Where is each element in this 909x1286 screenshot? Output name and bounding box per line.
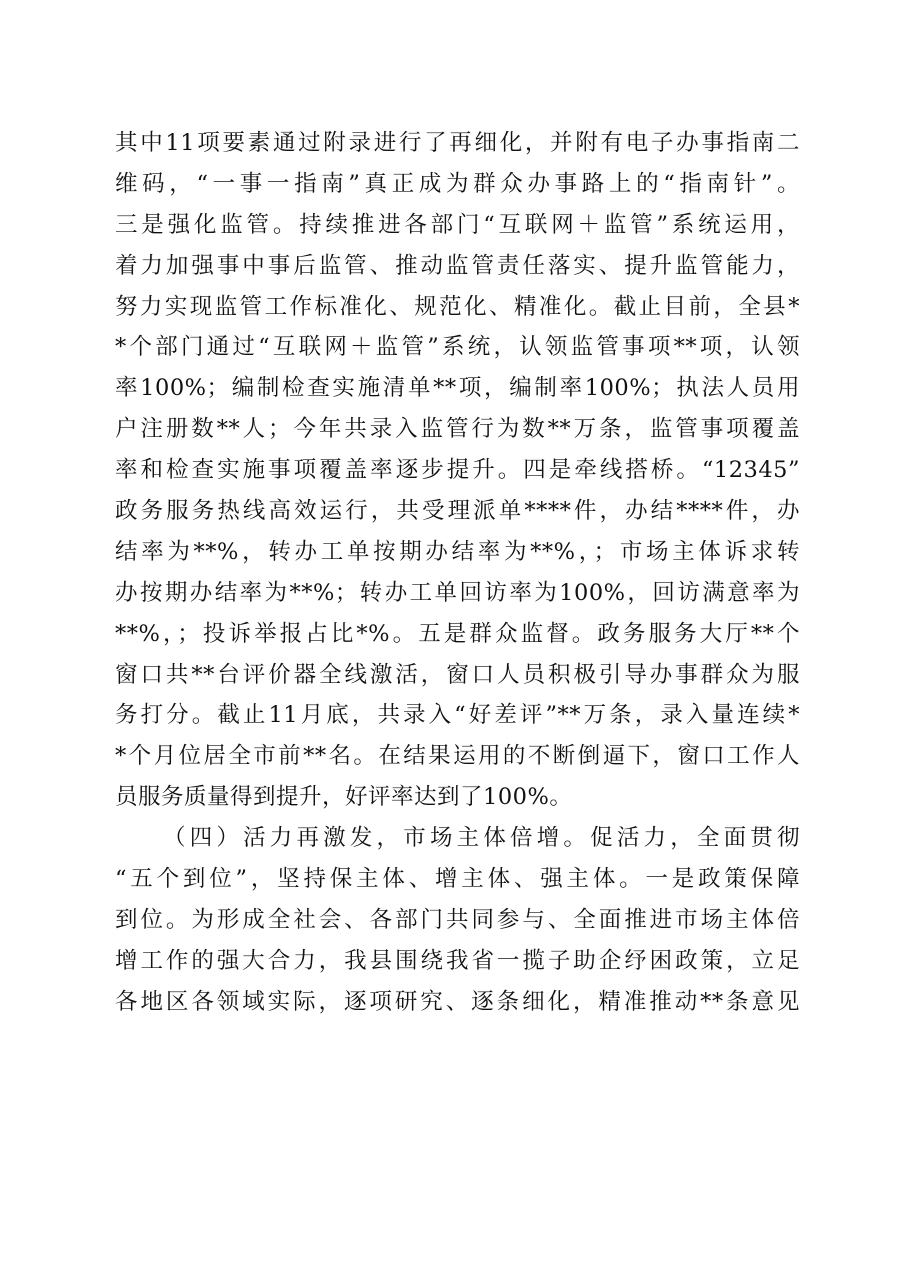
text-line: *个月位居全市前**名。在结果运用的不断倒逼下，窗口工作人 — [115, 743, 800, 770]
text-line: 务打分。截止11月底，共录入“好差评”**万条，录入量连续* — [115, 702, 800, 729]
text-line: （四）活力再激发，市场主体倍增。促活力，全面贯彻 — [163, 825, 800, 852]
text-line: 政务服务热线高效运行，共受理派单****件，办结****件，办 — [115, 498, 800, 525]
text-line: 办按期办结率为**%；转办工单回访率为100%，回访满意率为 — [115, 579, 800, 606]
text-line: “五个到位”，坚持保主体、增主体、强主体。一是政策保障 — [115, 866, 800, 893]
text-line: 其中11项要素通过附录进行了再细化，并附有电子办事指南二 — [115, 130, 800, 156]
text-line: 户注册数**人；今年共录入监管行为数**万条，监管事项覆盖 — [115, 416, 800, 443]
text-line: **%，；投诉举报占比*%。五是群众监督。政务服务大厅**个 — [115, 620, 800, 647]
paragraph — [115, 818, 800, 1022]
text-line: 努力实现监管工作标准化、规范化、精准化。截止目前，全县* — [115, 293, 800, 320]
text-line: 率和检查实施事项覆盖率逐步提升。四是牵线搭桥。“12345” — [115, 457, 800, 484]
paragraph — [115, 123, 800, 818]
text-line: 三是强化监管。持续推进各部门“互联网＋监管”系统运用， — [115, 211, 800, 238]
text-line: 窗口共**台评价器全线激活，窗口人员积极引导办事群众为服 — [115, 661, 800, 688]
document-body — [115, 123, 800, 1023]
text-line: 增工作的强大合力，我县围绕我省一揽子助企纾困政策，立足 — [115, 947, 800, 974]
text-line: 到位。为形成全社会、各部门共同参与、全面推进市场主体倍 — [115, 906, 800, 933]
text-line: 维码，“一事一指南”真正成为群众办事路上的“指南针”。 — [115, 170, 800, 197]
text-line: 各地区各领域实际，逐项研究、逐条细化，精准推动**条意见 — [115, 988, 800, 1015]
text-line: *个部门通过“互联网＋监管”系统，认领监管事项**项，认领 — [115, 334, 800, 361]
text-line: 率100%；编制检查实施清单**项，编制率100%；执法人员用 — [115, 375, 800, 402]
text-line: 着力加强事中事后监管、推动监管责任落实、提升监管能力， — [115, 252, 800, 279]
text-line: 结率为**%，转办工单按期办结率为**%，；市场主体诉求转 — [115, 538, 800, 565]
text-line: 员服务质量得到提升，好评率达到了100%。 — [115, 784, 573, 811]
